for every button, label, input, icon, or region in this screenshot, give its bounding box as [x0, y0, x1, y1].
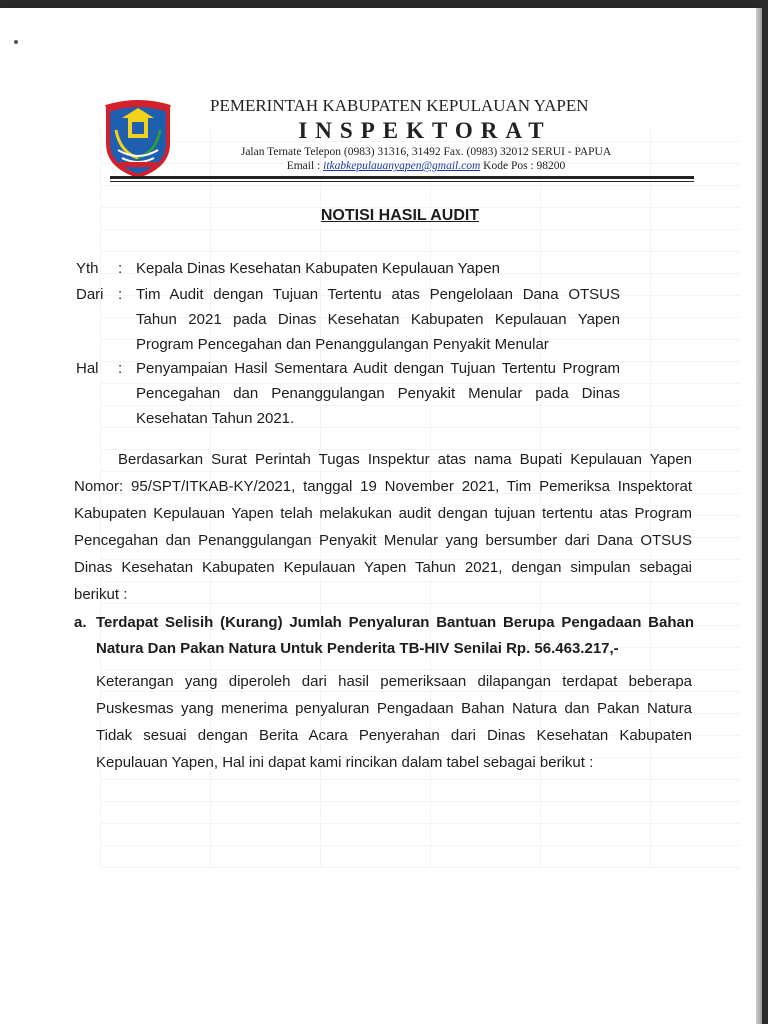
- meta-line: Kepala Dinas Kesehatan Kabupaten Kepulauan Yapen: [136, 260, 500, 277]
- finding-marker: a.: [74, 614, 87, 631]
- finding-body-line: Puskesmas yang menerima penyaluran Pengadaan Bahan Natura dan Pakan Natura: [96, 700, 692, 717]
- finding-heading-line: Terdapat Selisih (Kurang) Jumlah Penyaluran Bantuan Berupa Pengadaan Bahan: [96, 614, 694, 631]
- finding-body-line: Tidak sesuai dengan Berita Acara Penyerahan dari Dinas Kesehatan Kabupaten: [96, 727, 692, 744]
- finding-heading-line: Natura Dan Pakan Natura Untuk Penderita TB-HIV Senilai Rp. 56.463.217,-: [96, 640, 619, 657]
- letterhead-rule-thick: [110, 176, 694, 179]
- meta-line: Tim Audit dengan Tujuan Tertentu atas Pengelolaan Dana OTSUS: [136, 286, 620, 303]
- letterhead-office-name: INSPEKTORAT: [298, 118, 552, 143]
- meta-line: Kesehatan Tahun 2021.: [136, 410, 295, 427]
- letterhead-rule-thin: [110, 181, 694, 182]
- finding-heading-text: [96, 610, 694, 662]
- meta-line: Penyampaian Hasil Sementara Audit dengan Tujuan Tertentu Program: [136, 360, 620, 377]
- intro-paragraph: [74, 446, 692, 608]
- intro-line: Berdasarkan Surat Perintah Tugas Inspektur atas nama Bupati Kepulauan Yapen: [118, 451, 692, 468]
- meta-line: Tahun 2021 pada Dinas Kesehatan Kabupaten Kepulauan Yapen: [136, 311, 620, 328]
- finding-body-line: Kepulauan Yapen, Hal ini dapat kami rincikan dalam tabel sebagai berikut :: [96, 754, 594, 771]
- intro-line: Pencegahan dan Penanggulangan Penyakit Menular yang bersumber dari Dana OTSUS: [74, 532, 692, 549]
- intro-line: Nomor: 95/SPT/ITKAB-KY/2021, tanggal 19 November 2021, Tim Pemeriksa Inspektorat: [74, 478, 692, 495]
- meta-value: [136, 256, 620, 281]
- meta-label: Dari: [76, 286, 104, 303]
- intro-line: berikut :: [74, 586, 128, 603]
- meta-label: Yth: [76, 260, 99, 277]
- finding-body-line: Keterangan yang diperoleh dari hasil pemeriksaan dilapangan terdapat beberapa: [96, 673, 692, 690]
- letterhead-address: Jalan Ternate Telepon (0983) 31316, 31492 Fax. (0983) 32012 SERUI - PAPUA: [240, 146, 612, 158]
- punch-dot: [14, 40, 18, 44]
- meta-line: Pencegahan dan Penanggulangan Penyakit Menular pada Dinas: [136, 385, 620, 402]
- document-title: NOTISI HASIL AUDIT: [320, 207, 480, 224]
- meta-value: [136, 282, 620, 357]
- postcode: Kode Pos : 98200: [480, 160, 566, 172]
- finding-a-body: [96, 668, 692, 776]
- intro-line: Dinas Kesehatan Kabupaten Kepulauan Yapen Tahun 2021, dengan simpulan sebagai: [74, 559, 692, 576]
- email-label: Email :: [286, 160, 324, 172]
- yapen-crest-logo: [102, 100, 174, 178]
- meta-separator: :: [118, 260, 123, 277]
- meta-value: [136, 356, 620, 431]
- meta-label: Hal: [76, 360, 99, 377]
- intro-line: Kabupaten Kepulauan Yapen telah melakukan audit dengan tujuan tertentu atas Program: [74, 505, 692, 522]
- letterhead-government-name: PEMERINTAH KABUPATEN KEPULAUAN YAPEN: [210, 96, 589, 115]
- letterhead-contact: [196, 160, 656, 172]
- email-link[interactable]: itkabkepulauanyapen@gmail.com: [323, 160, 481, 172]
- meta-separator: :: [118, 286, 123, 303]
- meta-separator: :: [118, 360, 123, 377]
- meta-line: Program Pencegahan dan Penanggulangan Penyakit Menular: [136, 336, 549, 353]
